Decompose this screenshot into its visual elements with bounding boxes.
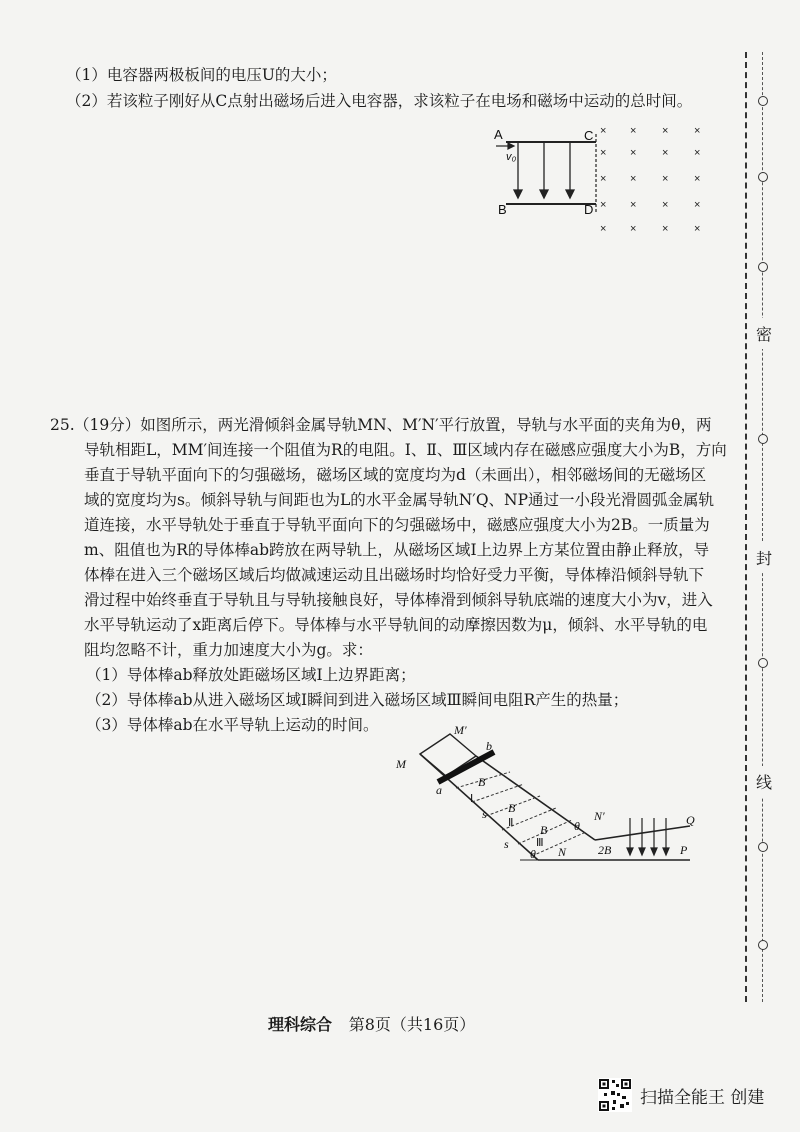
q24-part1: （1）电容器两极板间的电压U的大小；: [66, 66, 337, 84]
svg-text:×: ×: [694, 199, 701, 211]
q25-line-8: 滑过程中始终垂直于导轨且与导轨接触良好，导体棒滑到倾斜导轨底端的速度大小为v，进入: [84, 591, 713, 609]
svg-text:×: ×: [600, 173, 607, 185]
svg-text:×: ×: [662, 147, 669, 159]
footer-subject: 理科综合: [268, 1015, 333, 1034]
svg-text:×: ×: [694, 173, 701, 185]
margin-circle: [758, 434, 768, 444]
svg-text:×: ×: [600, 199, 607, 211]
q25-line-10: 阻均忽略不计，重力加速度大小为g。求：: [84, 641, 373, 659]
svg-text:×: ×: [662, 223, 669, 235]
label-M: M: [396, 757, 406, 771]
binding-line-inner: [762, 52, 763, 1002]
label-B2: B: [508, 801, 516, 815]
q25-sub-1: （1）导体棒ab释放处距磁场区域Ⅰ上边界距离；: [86, 666, 416, 684]
svg-text:×: ×: [694, 223, 701, 235]
seal-char-feng: 封: [756, 542, 772, 573]
label-D: D: [584, 202, 594, 217]
margin-circle: [758, 96, 768, 106]
q25-line-6: m、阻值也为R的导体棒ab跨放在两导轨上，从磁场区域Ⅰ上边界上方某位置由静止释放，导: [84, 541, 710, 559]
svg-text:×: ×: [662, 173, 669, 185]
rod-ab: [438, 752, 494, 782]
label-P: P: [680, 843, 688, 857]
q25-line-2: 导轨相距L，MM′间连接一个阻值为R的电阻。Ⅰ、Ⅱ、Ⅲ区域内存在磁感应强度大小为B，方向: [84, 441, 727, 459]
q25-sub-2: （2）导体棒ab从进入磁场区域Ⅰ瞬间到进入磁场区域Ⅲ瞬间电阻R产生的热量；: [86, 691, 629, 709]
q25-line-5: 道连接，水平导轨处于垂直于导轨平面向下的匀强磁场中，磁感应强度大小为2B。一质量为: [84, 516, 710, 534]
margin-circle: [758, 842, 768, 852]
svg-text:×: ×: [662, 125, 669, 137]
page-footer: [268, 1012, 475, 1035]
label-2B: 2B: [598, 843, 612, 857]
footer-page: 第8页（共16页）: [348, 1015, 476, 1034]
margin-circle: [758, 940, 768, 950]
svg-text:×: ×: [694, 147, 701, 159]
label-B1: B: [478, 775, 486, 789]
label-a: a: [436, 783, 442, 797]
q25-line-9: 水平导轨运动了x距离后停下。导体棒与水平导轨间的动摩擦因数为μ，倾斜、水平导轨的电: [84, 616, 708, 634]
svg-text:×: ×: [630, 125, 637, 137]
label-A: A: [494, 127, 503, 142]
label-Np: N′: [594, 809, 605, 823]
label-B3: B: [540, 823, 548, 837]
watermark-text: 扫描全能王 创建: [640, 1087, 765, 1108]
label-Mp: M′: [454, 723, 467, 737]
label-v0: v₀: [506, 151, 517, 163]
scanner-watermark: [598, 1078, 764, 1112]
svg-text:×: ×: [600, 125, 607, 137]
margin-circle: [758, 172, 768, 182]
label-b: b: [486, 739, 492, 753]
label-s2: s: [504, 837, 509, 851]
q25-line-4: 域的宽度均为s。倾斜导轨与间距也为L的水平金属导轨N′Q、NP通过一小段光滑圆弧金属轨: [84, 491, 715, 509]
q25-line-3: 垂直于导轨平面向下的匀强磁场，磁场区域的宽度均为d（未画出），相邻磁场间的无磁场区: [84, 466, 707, 484]
svg-text:×: ×: [630, 223, 637, 235]
label-Q: Q: [686, 813, 695, 827]
q25-line-7: 体棒在进入三个磁场区域后均做减速运动且出磁场时均恰好受力平衡，导体棒沿倾斜导轨下: [84, 566, 705, 584]
svg-text:×: ×: [694, 125, 701, 137]
qr-code-icon: [598, 1078, 632, 1112]
q24-part2: （2）若该粒子刚好从C点射出磁场后进入电容器，求该粒子在电场和磁场中运动的总时间。: [66, 92, 693, 110]
label-region-II: Ⅱ: [508, 817, 514, 829]
svg-text:×: ×: [630, 173, 637, 185]
svg-text:×: ×: [662, 199, 669, 211]
label-theta1: θ: [574, 819, 580, 833]
binding-line: [745, 52, 747, 1002]
label-region-III: Ⅲ: [536, 837, 544, 849]
q25-number: 25.: [50, 416, 75, 434]
label-theta2: θ: [530, 847, 536, 861]
margin-circle: [758, 658, 768, 668]
seal-char-xian: 线: [756, 766, 772, 797]
svg-text:×: ×: [600, 223, 607, 235]
inclined-rail-figure: [390, 722, 710, 874]
rail-MN: [420, 754, 538, 860]
svg-text:×: ×: [630, 199, 637, 211]
label-s1: s: [482, 807, 487, 821]
label-B: B: [498, 202, 507, 217]
svg-text:×: ×: [630, 147, 637, 159]
svg-text:×: ×: [600, 147, 607, 159]
margin-circle: [758, 262, 768, 272]
seal-char-mi: 密: [756, 318, 772, 349]
label-N: N: [558, 845, 567, 859]
q25-sub-3: （3）导体棒ab在水平导轨上运动的时间。: [86, 716, 379, 734]
label-C: C: [584, 128, 594, 143]
capacitor-field-figure: [490, 124, 730, 244]
q25-line-1: （19分）如图所示，两光滑倾斜金属导轨MN、M′N′平行放置，导轨与水平面的夹角为θ，两: [74, 416, 712, 434]
label-region-I: Ⅰ: [470, 793, 474, 805]
